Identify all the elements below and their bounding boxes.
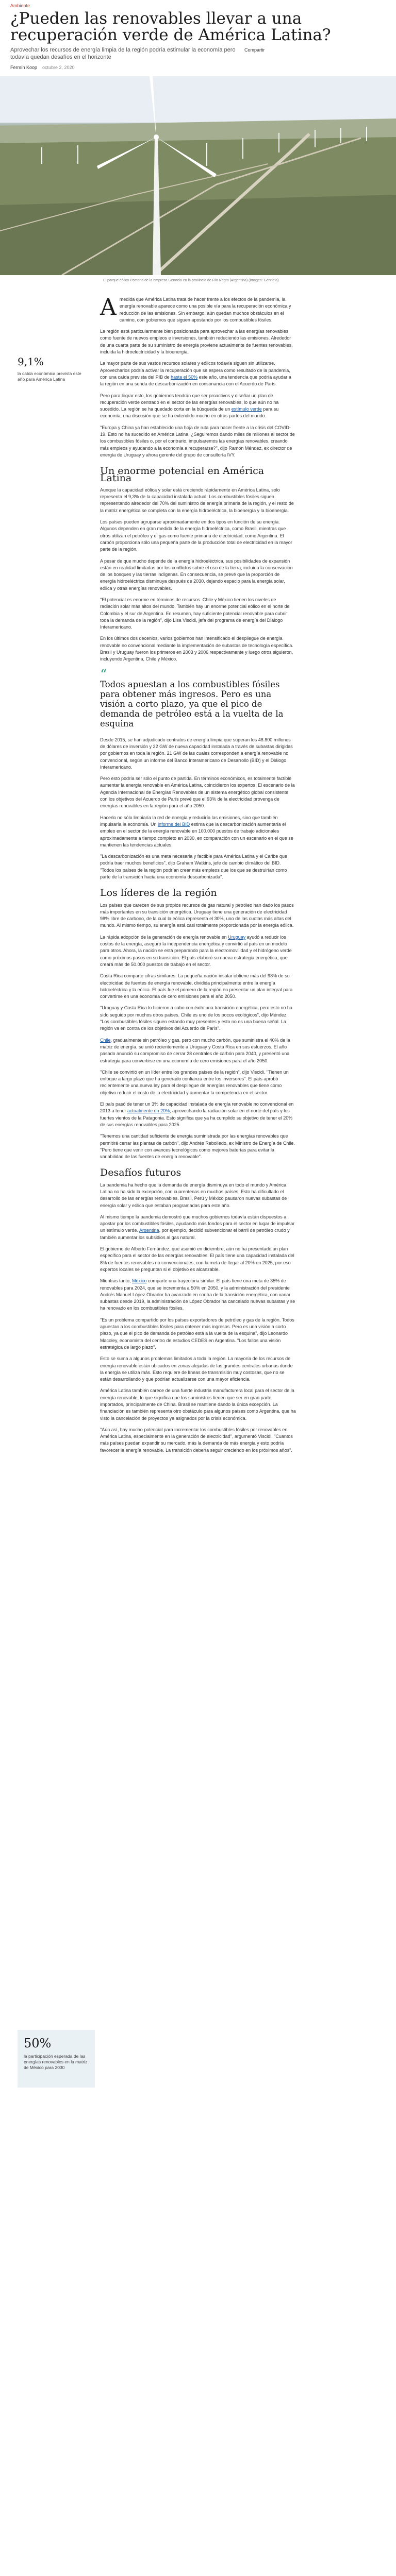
article-body [100, 296, 296, 1454]
link-estimulo-verde[interactable]: estímulo verde [231, 406, 262, 412]
hero-image [0, 76, 396, 275]
paragraph: "La descarbonización es una meta necesaria y factible para América Latina y el Caribe que podría traer muchos beneficios", dijo Graham Watkins, jefe de cambio climático del BID. "Todos los países de la región podrían crear más empleos que los que se destruirían como parte de la transición hacia una economía descarbonizada". [100, 854, 287, 879]
stat-callout-1 [18, 355, 85, 382]
pull-quote-text: Todos apuestan a los combustibles fósiles para obtener más ingresos. Pero es una visión a corto plazo, ya que el pico de demanda de petróleo está a la vuelta de la esquina [100, 679, 284, 728]
paragraph: Mientras tanto, México comparte una trayectoria similar. El país tiene una meta de 35% de renovables para 2024, que se incrementa a 50% en 2050, y la administración del presidente Andrés Manuel López Obrador ha avanzado en contra de la transición energética, con variar subastas desde 2019, la administración de López Obrador ha cancelado nuevas subastas y se ha renovado en los combustibles fósiles. [100, 1278, 295, 1311]
link-chile[interactable]: Chile [100, 1037, 111, 1043]
paragraph: "Es un problema compartido por los países exportadores de petróleo y gas de la región. Todos apuestan a los combustibles fósiles para obtener más ingresos. Pero es una visión a corto plazo, ya que el pico de demanda de petróleo está a la vuelta de la esquina", dijo Leonardo Macoley, economista del centro de estudios CEDES en Argentina. "Los fallos una visión estratégica de largo plazo". [100, 1317, 294, 1350]
author-link[interactable]: Fermín Koop [10, 65, 38, 70]
link-pib[interactable]: hasta el 50% [171, 374, 198, 380]
section-heading-2: Los líderes de la región [100, 887, 217, 899]
paragraph: Pero esto podría ser sólo el punto de partida. En términos económicos, es totalmente factible aumentar la energía renovable en América Latina, coincidieron los expertos. El escenario de la Agencia Internacional de Energías Renovables de un sistema energético global consistente con los objetivos del Acuerdo de París prevé que el 93% de la electricidad provenga de energías renovables en la región para el año 2050. [100, 776, 295, 809]
stat-label-1: la caída económica prevista este año para América Latina [18, 371, 81, 382]
stat-label-2: la participación esperada de las energías renovables en la matriz de México para 2030 [24, 2054, 88, 2070]
paragraph: Los países que carecen de sus propios recursos de gas natural y petróleo han dado los pasos más importantes en su transición energética. Uruguay tiene una generación de electricidad 98% libre de carbono, de la cual la eólica representa el 30%, uno de las cuotas más altas del mundo. Al mismo tiempo, su energía está casi totalmente proporcionada por la energía eólica. [100, 902, 294, 928]
paragraph: Desde 2015, se han adjudicado contratos de energía limpia que superan los 48.800 millones de dólares de inversión y 22 GW de nueva capacidad instalada a través de subastas dirigidas por gobiernos en toda la región. 21 GW de las cuales corresponden a energía renovable no convencional, según un informe del Banco Interamericano de Desarrollo (BID) y el Diálogo Interamericano. [100, 737, 293, 770]
paragraph: Esto se suma a algunos problemas limitados a toda la región. La mayoría de los recursos de energía renovable están ubicados en zonas alejadas de las grandes centrales urbanas donde la energía se utiliza más. Esto requiere de líneas de transmisión muy costosas, que no se están desarrollando y que podrían actualizarse con una mayor eficiencia. [100, 1356, 293, 1382]
paragraph: "Uruguay y Costa Rica lo hicieron a cabo con éxito una transición energética, pero esto no ha sido seguido por muchos otros países. Chile es uno de los pocos ecológicos", dijo Méndez. "Los combustibles fósiles siguen estando muy presentes y esto no es una buena señal. La región va en contra de los objetivos del Acuerdo de París". [100, 1005, 292, 1031]
paragraph: "El potencial es enorme en términos de recursos. Chile y México tienen los niveles de radiación solar más altos del mundo. También hay un enorme potencial eólico en el norte de Colombia y el sur de Argentina. En resumen, hay suficiente potencial renovable para cubrir toda la demanda de la región", dijo Lisa Viscidi, jefa del programa de energía del Diálogo Interamericano. [100, 597, 290, 630]
link-mexico[interactable]: México [132, 1278, 147, 1284]
subtitle-row [10, 46, 386, 61]
link-uruguay[interactable]: Uruguay [228, 934, 246, 940]
article-subtitle: Aprovechar los recursos de energía limpia de la región podría estimular la economía pero todavía quedan desafíos en el horizonte [10, 47, 236, 60]
paragraph: "Europa y China ya han establecido una hoja de ruta para hacer frente a la crisis del COVID-19. Esto no ha sucedido en América Latina. ¿Seguiremos dando miles de millones al sector de los combustibles fósiles o, por el contrario, impulsaremos las energías renovables, creando más empleos y ayudando a la economía a recuperarse?", dijo Ramón Méndez, ex director de energía de Uruguay y ahora gerente del grupo de consultoría IVY. [100, 425, 295, 457]
wind-farm-illustration [0, 76, 396, 275]
stat-callout-2 [18, 2030, 95, 2088]
byline [10, 65, 386, 70]
stat-value-2: 50% [24, 2036, 52, 2050]
paragraph: El país pasó de tener un 3% de capacidad instalada de energía renovable no convencional en 2013 a tener actualmente un 20%, aprovechando la radiación solar en el norte del país y los fuertes vientos de la Patagonia. Esto significa que ya ha cumplido su objetivo de tener el 20% de sus energías renovables para 2025. [100, 1101, 294, 1127]
paragraph: A pesar de que mucho depende de la energía hidroeléctrica, sus posibilidades de expansión están en realidad limitadas por los conflictos sobre el uso de la tierra, incluida la conservación de los bosques y las tierras indígenas. En consecuencia, se prevé que la proporción de energía hidroeléctrica disminuya después de 2030, dejando espacio para la energía solar, eólica y otras energías renovables. [100, 558, 293, 591]
link-argentina[interactable]: Argentina [139, 1228, 159, 1233]
quote-icon: “ [100, 667, 107, 683]
hero-caption: El parque eólico Pomona de la empresa Genneia en la provincia de Río Negro (Argentina) (Imagen: Genneia) [103, 279, 279, 282]
paragraph: Aunque la capacidad eólica y solar está creciendo rápidamente en América Latina, solo representa el 9,3% de la capacidad instalada actual. Los combustibles fósiles siguen representando alrededor del 70% del suministro de energía primaria de la región, y el resto de la matriz energética se completa con la energía hidroeléctrica, la bioenergía y la bioenergía. [100, 487, 294, 513]
paragraph: La rápida adopción de la generación de energía renovable en Uruguay ayudó a reducir los costos de la energía, aseguró la independencia energética y convirtió al país en un modelo para otros. Ahora, la nación se está preparando para la electromovilidad y el hidrógeno verde como próximos pasos en su transición. El país elaboró su nueva estrategia energética, que creará más de 50.000 puestos de trabajo en el sector. [100, 934, 292, 967]
paragraph: La mayor parte de sus vastos recursos solares y eólicos todavía siguen sin utilizarse. Aprovecharlos podría activar la recuperación que se espera como resultado de la pandemia, con una caída prevista del PIB de hasta el 50% este año, una tendencia que podría ayudar a la región en una senda de descarbonización en consonancia con el Acuerdo de París. [100, 361, 291, 387]
paragraph: Al mismo tiempo la pandemia demostró que muchos gobiernos todavía están dispuestos a apostar por los combustibles fósiles, ayudando más fondos para el sector en lugar de impulsar un estímulo verde. Argentina, por ejemplo, decidió subvencionar el barril de petróleo crudo y también aumentar los subsidios al gas natural. [100, 1214, 295, 1240]
paragraph: Costa Rica comparte cifras similares. La pequeña nación insular obtiene más del 98% de su electricidad de fuentes de energía renovable, dividida principalmente entre la energía hidroeléctrica y la eólica. El país fue el primero de la región en presentar un plan integral para convertirse en una economía de cero emisiones para el año 2050. [100, 973, 293, 999]
paragraph: En los últimos dos decenios, varios gobiernos han intensificado el despliegue de energía renovable no convencional mediante la implementación de subastas de tecnología específica. Brasil y Uruguay fueron los primeros en 2003 y 2006 respectivamente y luego otros siguieron, incluyendo Argentina, Chile y México. [100, 636, 293, 662]
paragraph: "Tenemos una cantidad suficiente de energía suministrada por las energías renovables que permitirá cerrar las plantas de carbón", dijo Andrés Rebolledo, ex Ministro de Energía de Chile. "Pero tiene que venir con avances tecnológicos como mejores baterías para evitar la variabilidad de las fuentes de energía renovable". [100, 1133, 295, 1160]
paragraph: Chile, gradualmente sin petróleo y gas, pero con mucho carbón, que suministra el 40% de la matriz de energía, se unió recientemente a Uruguay y Costa Rica en sus esfuerzos. El año pasado anunció su compromiso de cerrar 28 centrales de carbón para 2040, y presentó una estrategia para convertirse en una economía de cero emisiones para el año 2050. [100, 1037, 290, 1063]
paragraph: El gobierno de Alberto Fernández, que asumió en diciembre, aún no ha presentado un plan específico para el sector de las energías renovables. El país tiene una capacidad instalada del 8% de fuentes renovables no convencionales, con la meta de llegar al 20% en 2025, por eso expertos locales se preguntan si el objetivo es alcanzable. [100, 1246, 294, 1272]
article-header [0, 0, 396, 70]
link-informe-bid[interactable]: informe del BID [158, 821, 190, 827]
paragraph: Amedida que América Latina trata de hacer frente a los efectos de la pandemia, la energía renovable aparece como una posible vía para la recuperación económica y reducción de las emisiones. Sin embargo, aún quedan muchos obstáculos en el camino, con gobiernos que siguen apostando por los combustibles fósiles. [100, 294, 291, 323]
paragraph: La región está particularmente bien posicionada para aprovechar a las energías renovables como fuente de nuevos empleos e inversiones, también reduciendo las emisiones. Alrededor de una cuarta parte de su suministro de energía proviene actualmente de fuentes renovables, incluida la hidroelectricidad y la bioenergía. [100, 329, 293, 355]
paragraph: La pandemia ha hecho que la demanda de energía disminuya en todo el mundo y América Latina no ha sido la excepción, con cuarentenas en muchos países. Esto ha dificultado el desarrollo de las energías renovables. Brasil, Perú y México pausaron nuevas subastas de energía solar y eólica que estaban programadas para este año. [100, 1182, 287, 1208]
section-heading-1: Un enorme potencial en América Latina [100, 465, 265, 484]
paragraph: "Aún así, hay mucho potencial para incrementar los combustibles fósiles por renovables en América Latina, especialmente en la generación de electricidad", argumentó Viscidi. "Cuantos más países puedan expandir su mercado, más la demanda de más energía y esto podría favorecer la energía renovable. La transición debería seguir creciendo en los próximos años". [100, 1427, 293, 1453]
page-title: ¿Pueden las renovables llevar a una recuperación verde de América Latina? [10, 9, 331, 44]
paragraph: Pero para lograr esto, los gobiernos tendrán que ser proactivos y diseñar un plan de recuperación verde centrado en el sector de las energías renovables, lo que aún no ha sucedido. La región se ha quedado corta en la búsqueda de un estímulo verde para su economía, una discusión que se ha extendido mucho en otras partes del mundo. [100, 393, 279, 419]
section-kicker[interactable]: Ambiente [10, 3, 30, 8]
pull-quote [100, 667, 296, 728]
share-button[interactable]: Compartir [244, 47, 265, 53]
paragraph: "Chile se convirtió en un líder entre los grandes países de la región", dijo Viscidi. "Tienen un enfoque a largo plazo que ha generado confianza entre los inversores". El país aprobó recientemente una nueva ley para el despliegue de energías renovables que tiene como objetivo reducir el costo de la electricidad y aumentar la competencia en el sector. [100, 1069, 289, 1095]
publish-date: octubre 2, 2020 [42, 65, 75, 70]
stat-value-1: 9,1% [18, 355, 44, 368]
paragraph: América Latina también carece de una fuerte industria manufacturera local para el sector de la energía renovable, lo que significa que los suministros tienen que ser en gran parte importados, principalmente de China. Brasil se mantiene dando la única excepción. La financiación es también representa otro obstáculo para algunos países como Argentina, que ha visto la cancelación de proyectos ya asignados por la crisis económica. [100, 1388, 296, 1421]
section-heading-3: Desafíos futuros [100, 1167, 182, 1179]
paragraph: Hacerlo no sólo limpiaría la red de energía y reduciría las emisiones, sino que también impulsaría la economía. Un informe del BID estima que la descarbonización aumentaría el empleo en el sector de la energía renovable en 100.000 puestos de trabajo adicionales aproximadamente a tiempo completo en 2030, en comparación con un escenario en el que se mantienen las tendencias actuales. [100, 815, 293, 848]
link-capacidad-chile[interactable]: actualmente un 20% [127, 1108, 170, 1114]
paragraph: Los países pueden agruparse aproximadamente en dos tipos en función de su energía. Algunos dependen en gran medida de la energía hidroeléctrica, como Brasil, mientras que otros utilizan el petróleo y el gas como fuente primaria de electricidad, como Argentina. El carbón proporciona sólo una pequeña parte de la producción total de electricidad en la mayor parte de la región. [100, 519, 292, 552]
dropcap: A [100, 294, 117, 320]
